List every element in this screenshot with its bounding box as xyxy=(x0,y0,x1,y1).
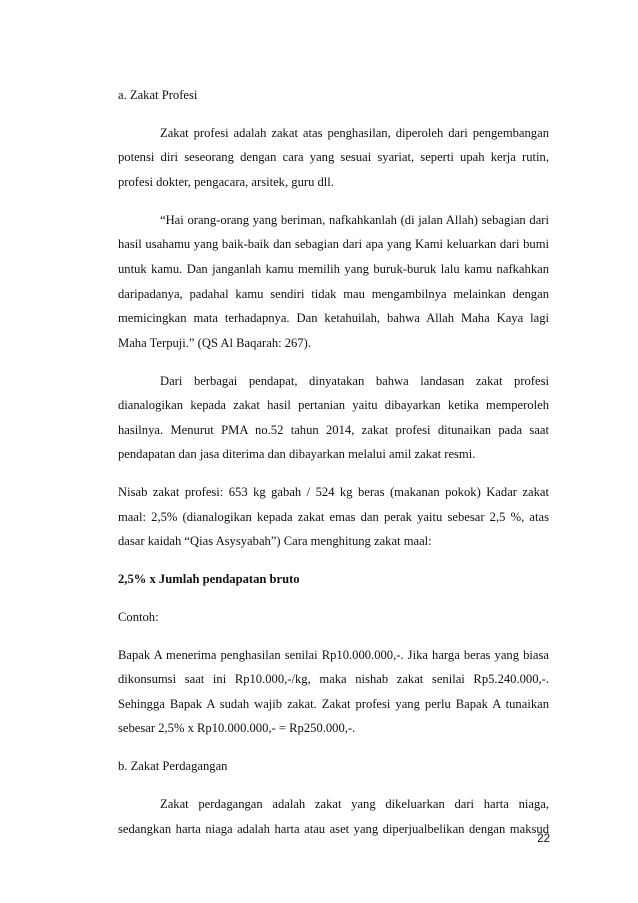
spacer xyxy=(118,108,549,121)
spacer xyxy=(118,554,549,567)
spacer xyxy=(118,629,549,642)
formula-text: 2,5% x Jumlah pendapatan bruto xyxy=(118,572,300,587)
text-line: sedangkan harta niaga adalah harta atau aset yang diperjualbelikan dengan maksud xyxy=(118,821,549,836)
text-line: hasil usahamu yang baik-baik dan sebagian dari apa yang Kami keluarkan dari bumi xyxy=(118,237,549,252)
paragraph-nisab xyxy=(118,480,549,554)
page-number: 22 xyxy=(537,833,550,845)
text-line: untuk kamu. Dan janganlah kamu memilih yang buruk-buruk lalu kamu nafkahkan xyxy=(118,261,549,276)
section-heading-zakat-perdagangan: b. Zakat Perdagangan xyxy=(118,759,228,774)
text-line: maal: 2,5% (dianalogikan kepada zakat emas dan perak yaitu sebesar 2,5 %, atas xyxy=(118,509,549,524)
text-line: profesi dokter, pengacara, arsitek, guru dll. xyxy=(118,174,334,189)
text-line: Maha Terpuji.” (QS Al Baqarah: 267). xyxy=(118,335,311,350)
text-line: Nisab zakat profesi: 653 kg gabah / 524 kg beras (makanan pokok) Kadar zakat xyxy=(118,485,549,500)
example-label: Contoh: xyxy=(118,609,159,624)
text-line: Sehingga Bapak A sudah wajib zakat. Zakat profesi yang perlu Bapak A tunaikan xyxy=(118,696,549,711)
text-line: Dari berbagai pendapat, dinyatakan bahwa landasan zakat profesi xyxy=(160,373,549,388)
text-line: Zakat profesi adalah zakat atas penghasilan, diperoleh dari pengembangan xyxy=(160,125,549,140)
text-line: sebesar 2,5% x Rp10.000.000,- = Rp250.000,-. xyxy=(118,721,356,736)
text-line: “Hai orang-orang yang beriman, nafkahkanlah (di jalan Allah) sebagian dari xyxy=(160,212,549,227)
spacer xyxy=(118,195,549,208)
spacer xyxy=(118,592,549,605)
paragraph-trade-definition xyxy=(118,792,549,841)
text-line: potensi diri seseorang dengan cara yang sesuai syariat, seperti upah kerja rutin, xyxy=(118,150,549,165)
section-heading-zakat-profesi: a. Zakat Profesi xyxy=(118,88,198,102)
text-line: daripadanya, padahal kamu sendiri tidak mau mengambilnya melainkan dengan xyxy=(118,286,549,301)
text-line: Zakat perdagangan adalah zakat yang dikeluarkan dari harta niaga, xyxy=(160,796,549,811)
text-line: Bapak A menerima penghasilan senilai Rp10.000.000,-. Jika harga beras yang biasa xyxy=(118,647,549,662)
spacer xyxy=(118,779,549,792)
text-line: hasilnya. Menurut PMA no.52 tahun 2014, zakat profesi ditunaikan pada saat xyxy=(118,422,549,437)
paragraph-legal-basis xyxy=(118,369,549,467)
paragraph-quran-quote xyxy=(118,208,549,356)
text-line: dasar kaidah “Qias Asysyabah”) Cara menghitung zakat maal: xyxy=(118,534,432,549)
spacer xyxy=(118,741,549,754)
paragraph-definition xyxy=(118,121,549,195)
spacer xyxy=(118,467,549,480)
text-line: pendapatan dan jasa diterima dan dibayarkan melalui amil zakat resmi. xyxy=(118,447,476,462)
paragraph-example xyxy=(118,643,549,741)
document-page xyxy=(118,83,549,841)
text-line: memicingkan mata terhadapnya. Dan ketahuilah, bahwa Allah Maha Kaya lagi xyxy=(118,311,549,326)
text-line: dianalogikan kepada zakat hasil pertanian yaitu dibayarkan ketika memperoleh xyxy=(118,398,549,413)
spacer xyxy=(118,355,549,368)
text-line: dikonsumsi saat ini Rp10.000,-/kg, maka nishab zakat senilai Rp5.240.000,-. xyxy=(118,672,549,687)
